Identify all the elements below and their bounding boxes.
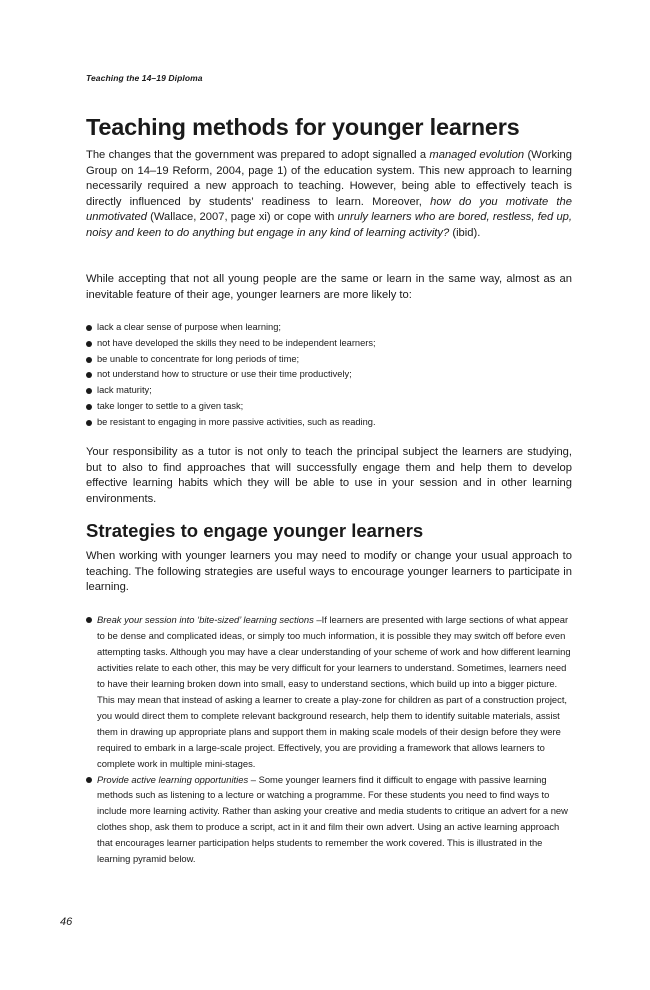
strategy-title: Break your session into ‘bite-sized’ learning sections bbox=[97, 614, 314, 625]
intro-italic-3: unruly learners who are bored, restless, fed up, noisy and keen to do anything but engage in any kind of learning activity? bbox=[86, 211, 572, 239]
page-number: 46 bbox=[60, 916, 73, 928]
list-item: be unable to concentrate for long periods of time; bbox=[86, 352, 572, 368]
strategy-text: – Some younger learners find it difficult to engage with passive learning methods such as listening to a lecture or watching a programme. For these students you need to find ways to include more learning activity. Rather than asking your creative and media students to critique an advert for a new clothes shop, ask them to produce a script, act in it and film their own advert. Using an active learning approach that encourages learner participation helps students to remember the work covered. This is illustrated in the learning pyramid below. bbox=[97, 773, 568, 865]
strategy-item-bite-sized bbox=[86, 612, 572, 772]
strategy-title: Provide active learning opportunities bbox=[97, 773, 249, 785]
list-item: take longer to settle to a given task; bbox=[86, 399, 572, 415]
section-heading-teaching-methods: Teaching methods for younger learners bbox=[86, 114, 520, 140]
intro-text-2: (Working Group on 14–19 Reform, 2004, page 1) of the education system. This new approach to learning necessarily required a new approach to teaching. However, being able to effectively teach is directly influenced by students’ readiness to learn. Moreover, bbox=[86, 149, 572, 208]
tutor-responsibility-paragraph: Your responsibility as a tutor is not only to teach the principal subject the learners are studying, but to also to find approaches that will successfully engage them and help them to develop effective learning habits which they will be able to use in your session and in other learning environments. bbox=[86, 446, 572, 505]
running-head: Teaching the 14–19 Diploma bbox=[86, 73, 203, 83]
list-item: not understand how to structure or use their time productively; bbox=[86, 367, 572, 383]
strategies-intro-paragraph: When working with younger learners you may need to modify or change your usual approach to teaching. The following strategies are useful ways to encourage younger learners to participate in learning. bbox=[86, 550, 572, 594]
intro-italic-1: managed evolution bbox=[429, 149, 525, 161]
list-item: lack a clear sense of purpose when learning; bbox=[86, 320, 572, 336]
intro-paragraph bbox=[86, 148, 572, 242]
list-item: lack maturity; bbox=[86, 383, 572, 399]
intro-text-3: (Wallace, 2007, page xi) or cope with bbox=[146, 211, 338, 224]
strategy-text: –If learners are presented with large sections of what appear to be dense and complicated ideas, or simply too much information, it is possible they may switch off before even attempting tasks. Although you may have a clear understanding of your scheme of work and how different learning activities relate to each other, this may be very difficult for your learners to understand. Sometimes, learners need to have their learning broken down into small, easy to understand sections, which build up into a bigger picture. This may mean that instead of asking a learner to create a play-zone for children as part of a construction project, you would direct them to complete relevant background research, help them to identify suitable materials, assist them in drawing up appropriate plans and support them in making scale models of their design before they were required to embark in a large-scale project. Effectively, you are providing a framework that allows learners to complete work in multiple mini-stages. bbox=[97, 614, 571, 769]
strategy-item-active-learning bbox=[86, 772, 572, 868]
list-item: be resistant to engaging in more passive activities, such as reading. bbox=[86, 415, 572, 431]
section-heading-strategies: Strategies to engage younger learners bbox=[86, 520, 424, 541]
learner-traits-list bbox=[86, 320, 572, 431]
traits-intro-paragraph: While accepting that not all young people are the same or learn in the same way, almost as an inevitable feature of their age, younger learners are more likely to: bbox=[86, 273, 572, 301]
intro-italic-2: how do you motivate the unmotivated bbox=[86, 195, 572, 224]
intro-text-4: (ibid). bbox=[449, 226, 481, 239]
strategies-list bbox=[86, 612, 572, 867]
intro-text-1: The changes that the government was prepared to adopt signalled a bbox=[86, 149, 430, 161]
list-item: not have developed the skills they need to be independent learners; bbox=[86, 336, 572, 352]
